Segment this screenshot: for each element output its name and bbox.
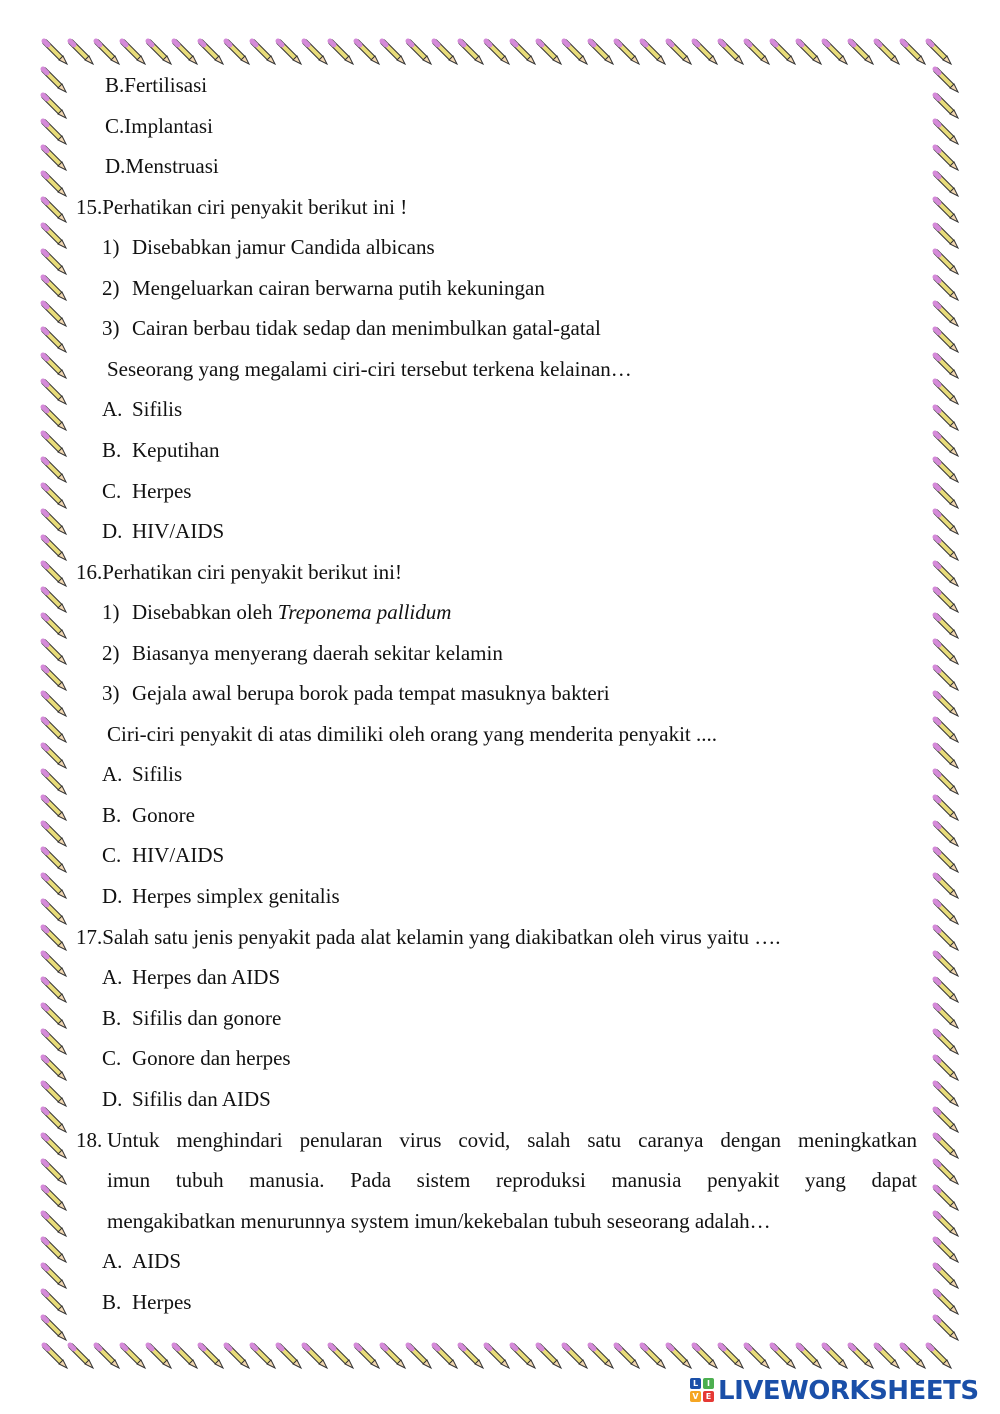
- q15-question: Seseorang yang megalami ciri-ciri tersebut terkena kelainan…: [107, 357, 632, 381]
- q16-option-d[interactable]: D. Herpes simplex genitalis: [102, 884, 340, 908]
- pencil-icon: [174, 1345, 197, 1368]
- pencil-icon: [668, 41, 691, 64]
- pencil-icon: [824, 41, 847, 64]
- pencil-icon: [43, 537, 66, 560]
- pencil-icon: [850, 1345, 873, 1368]
- pencil-icon: [43, 1031, 66, 1054]
- pencil-icon: [43, 1187, 66, 1210]
- pencil-icon: [43, 641, 66, 664]
- pencil-icon: [382, 41, 405, 64]
- pencil-icon: [564, 41, 587, 64]
- q16-question: Ciri-ciri penyakit di atas dimiliki oleh orang yang menderita penyakit ....: [107, 722, 718, 746]
- pencil-icon: [43, 433, 66, 456]
- logo-wordmark: LIVEWORKSHEETS: [718, 1376, 979, 1406]
- pencil-icon: [935, 667, 958, 690]
- pencil-icon: [935, 329, 958, 352]
- q16-point-2: 2) Biasanya menyerang daerah sekitar kelamin: [102, 641, 503, 665]
- pencil-icon: [876, 41, 899, 64]
- pencil-icon: [935, 1135, 958, 1158]
- q15-option-b[interactable]: B. Keputihan: [102, 438, 220, 462]
- pencil-icon: [746, 1345, 769, 1368]
- q18-stem-line-2: imun tubuh manusia. Pada sistem reproduksi manusia penyakit yang dapat: [107, 1168, 917, 1192]
- pencil-icon: [935, 121, 958, 144]
- pencil-icon: [43, 771, 66, 794]
- q15-option-a[interactable]: A. Sifilis: [102, 397, 183, 421]
- pencil-icon: [43, 849, 66, 872]
- q18-stem-line-1: Untuk menghindari penularan virus covid, salah satu caranya dengan meningkatkan: [107, 1128, 917, 1152]
- pencil-icon: [43, 95, 66, 118]
- pencil-icon: [850, 41, 873, 64]
- pencil-icon: [616, 41, 639, 64]
- pencil-icon: [43, 1265, 66, 1288]
- option-b-fertilisasi: B.Fertilisasi: [105, 73, 208, 97]
- q15-point-1: 1) Disebabkan jamur Candida albicans: [102, 235, 435, 259]
- pencil-icon: [935, 1265, 958, 1288]
- q16-option-b[interactable]: B. Gonore: [102, 803, 195, 827]
- pencil-icon: [935, 459, 958, 482]
- pencil-icon: [408, 1345, 431, 1368]
- pencil-icon: [486, 1345, 509, 1368]
- pencil-icon: [935, 693, 958, 716]
- question-15-stem: 15.Perhatikan ciri penyakit berikut ini !: [76, 195, 408, 219]
- logo-tile-v: V: [690, 1391, 701, 1402]
- pencil-icon: [43, 147, 66, 170]
- pencil-icon: [928, 41, 951, 64]
- pencil-icon: [43, 823, 66, 846]
- pencil-icon: [935, 979, 958, 1002]
- pencil-icon: [512, 1345, 535, 1368]
- pencil-icon: [122, 1345, 145, 1368]
- pencil-icon: [148, 41, 171, 64]
- pencil-icon: [434, 1345, 457, 1368]
- pencil-icon: [720, 1345, 743, 1368]
- pencil-icon: [148, 1345, 171, 1368]
- q15-point-3: 3) Cairan berbau tidak sedap dan menimbulkan gatal-gatal: [102, 316, 601, 340]
- pencil-icon: [434, 41, 457, 64]
- pencil-icon: [226, 41, 249, 64]
- pencil-icon: [70, 41, 93, 64]
- pencil-icon: [935, 1083, 958, 1106]
- pencil-icon: [304, 1345, 327, 1368]
- pencil-icon: [43, 1161, 66, 1184]
- pencil-icon: [935, 199, 958, 222]
- pencil-icon: [43, 953, 66, 976]
- q15-option-d[interactable]: D. HIV/AIDS: [102, 519, 225, 543]
- pencil-icon: [252, 41, 275, 64]
- pencil-icon: [538, 41, 561, 64]
- pencil-icon: [96, 1345, 119, 1368]
- logo-tile-i: I: [703, 1378, 714, 1389]
- pencil-icon: [200, 1345, 223, 1368]
- pencil-icon: [304, 41, 327, 64]
- pencil-icon: [928, 1345, 951, 1368]
- pencil-icon: [746, 41, 769, 64]
- pencil-icon: [935, 1291, 958, 1314]
- pencil-icon: [96, 41, 119, 64]
- pencil-icon: [935, 69, 958, 92]
- pencil-icon: [935, 1031, 958, 1054]
- pencil-icon: [43, 459, 66, 482]
- pencil-icon: [44, 1345, 67, 1368]
- pencil-icon: [935, 849, 958, 872]
- pencil-icon: [935, 797, 958, 820]
- pencil-icon: [824, 1345, 847, 1368]
- pencil-icon: [43, 1291, 66, 1314]
- pencil-icon: [935, 953, 958, 976]
- logo-tile-e: E: [703, 1391, 714, 1402]
- pencil-icon: [935, 355, 958, 378]
- q18-stem-line-3: mengakibatkan menurunnya system imun/kekebalan tubuh seseorang adalah…: [107, 1209, 771, 1233]
- pencil-icon: [935, 511, 958, 534]
- q17-option-a[interactable]: A. Herpes dan AIDS: [102, 965, 281, 989]
- q16-option-c[interactable]: C. HIV/AIDS: [102, 843, 225, 867]
- pencil-icon: [43, 485, 66, 508]
- pencil-icon: [935, 901, 958, 924]
- pencil-icon: [902, 1345, 925, 1368]
- pencil-icon: [43, 589, 66, 612]
- pencil-icon: [43, 1109, 66, 1132]
- pencil-icon: [486, 41, 509, 64]
- pencil-icon: [43, 121, 66, 144]
- pencil-icon: [226, 1345, 249, 1368]
- pencil-icon: [935, 381, 958, 404]
- pencil-icon: [43, 251, 66, 274]
- pencil-icon: [935, 485, 958, 508]
- q16-point-1: 1) Disebabkan oleh Treponema pallidum: [102, 600, 452, 624]
- pencil-icon: [935, 1057, 958, 1080]
- pencil-icon: [935, 1317, 958, 1340]
- pencil-icon: [772, 1345, 795, 1368]
- pencil-icon: [935, 615, 958, 638]
- pencil-icon: [564, 1345, 587, 1368]
- pencil-icon: [252, 1345, 275, 1368]
- pencil-icon: [43, 355, 66, 378]
- pencil-icon: [772, 41, 795, 64]
- pencil-icon: [43, 225, 66, 248]
- pencil-icon: [43, 199, 66, 222]
- pencil-icon: [935, 95, 958, 118]
- pencil-icon: [694, 1345, 717, 1368]
- pencil-icon: [512, 41, 535, 64]
- q17-option-b[interactable]: B. Sifilis dan gonore: [102, 1006, 282, 1030]
- pencil-icon: [43, 329, 66, 352]
- pencil-icon: [408, 41, 431, 64]
- pencil-icon: [330, 41, 353, 64]
- pencil-icon: [935, 225, 958, 248]
- pencil-icon: [935, 563, 958, 586]
- pencil-icon: [935, 927, 958, 950]
- pencil-icon: [935, 147, 958, 170]
- pencil-icon: [720, 41, 743, 64]
- pencil-icon: [935, 1109, 958, 1132]
- question-17-stem: 17.Salah satu jenis penyakit pada alat kelamin yang diakibatkan oleh virus yaitu ….: [76, 925, 781, 949]
- q16-option-a[interactable]: A. Sifilis: [102, 762, 183, 786]
- pencil-icon: [43, 69, 66, 92]
- pencil-icon: [43, 1317, 66, 1340]
- pencil-icon: [935, 433, 958, 456]
- pencil-icon: [642, 1345, 665, 1368]
- pencil-icon: [935, 1161, 958, 1184]
- question-16-stem: 16.Perhatikan ciri penyakit berikut ini!: [76, 560, 402, 584]
- pencil-icon: [935, 277, 958, 300]
- pencil-icon: [935, 251, 958, 274]
- pencil-icon: [876, 1345, 899, 1368]
- pencil-icon: [43, 745, 66, 768]
- pencil-icon: [43, 173, 66, 196]
- pencil-icon: [43, 927, 66, 950]
- pencil-icon: [460, 41, 483, 64]
- pencil-icon: [935, 589, 958, 612]
- pencil-icon: [43, 1083, 66, 1106]
- pencil-icon: [935, 823, 958, 846]
- pencil-icon: [935, 745, 958, 768]
- pencil-icon: [935, 875, 958, 898]
- pencil-icon: [174, 41, 197, 64]
- pencil-icon: [43, 719, 66, 742]
- pencil-icon: [44, 41, 67, 64]
- pencil-icon: [668, 1345, 691, 1368]
- pencil-icon: [616, 1345, 639, 1368]
- pencil-icon: [460, 1345, 483, 1368]
- q16-point-3: 3) Gejala awal berupa borok pada tempat masuknya bakteri: [102, 681, 610, 705]
- pencil-icon: [798, 1345, 821, 1368]
- logo-tile-l: L: [690, 1378, 701, 1389]
- pencil-icon: [330, 1345, 353, 1368]
- pencil-icon: [43, 615, 66, 638]
- pencil-icon: [798, 41, 821, 64]
- pencil-icon: [935, 407, 958, 430]
- pencil-icon: [43, 797, 66, 820]
- pencil-icon: [43, 1213, 66, 1236]
- pencil-icon: [590, 41, 613, 64]
- pencil-icon: [43, 667, 66, 690]
- pencil-icon: [902, 41, 925, 64]
- pencil-icon: [43, 563, 66, 586]
- pencil-icon: [43, 1005, 66, 1028]
- q17-option-d[interactable]: D. Sifilis dan AIDS: [102, 1087, 271, 1111]
- pencil-icon: [43, 277, 66, 300]
- pencil-icon: [43, 901, 66, 924]
- pencil-icon: [43, 1239, 66, 1262]
- q15-point-2: 2) Mengeluarkan cairan berwarna putih kekuningan: [102, 276, 545, 300]
- pencil-icon: [43, 1057, 66, 1080]
- question-18-number: 18.: [76, 1128, 103, 1152]
- pencil-icon: [935, 771, 958, 794]
- logo-grid-icon: [690, 1378, 714, 1402]
- option-d-menstruasi: D.Menstruasi: [105, 154, 219, 178]
- q17-option-c[interactable]: C. Gonore dan herpes: [102, 1046, 291, 1070]
- pencil-icon: [278, 1345, 301, 1368]
- pencil-icon: [935, 719, 958, 742]
- pencil-icon: [43, 303, 66, 326]
- pencil-icon: [122, 41, 145, 64]
- pencil-icon: [43, 407, 66, 430]
- pencil-icon: [43, 875, 66, 898]
- pencil-icon: [43, 1135, 66, 1158]
- pencil-icon: [694, 41, 717, 64]
- pencil-icon: [43, 693, 66, 716]
- pencil-icon: [935, 1187, 958, 1210]
- option-c-implantasi: C.Implantasi: [105, 114, 213, 138]
- q18-option-b[interactable]: B. Herpes: [102, 1290, 192, 1314]
- pencil-icon: [935, 1239, 958, 1262]
- pencil-icon: [356, 41, 379, 64]
- pencil-icon: [43, 979, 66, 1002]
- pencil-icon: [642, 41, 665, 64]
- q15-option-c[interactable]: C. Herpes: [102, 479, 192, 503]
- pencil-icon: [935, 537, 958, 560]
- pencil-icon: [935, 1005, 958, 1028]
- pencil-icon: [356, 1345, 379, 1368]
- pencil-icon: [935, 303, 958, 326]
- pencil-icon: [935, 1213, 958, 1236]
- pencil-icon: [382, 1345, 405, 1368]
- pencil-icon: [538, 1345, 561, 1368]
- liveworksheets-logo[interactable]: [690, 1376, 990, 1406]
- q18-option-a[interactable]: A. AIDS: [102, 1249, 182, 1273]
- pencil-icon: [590, 1345, 613, 1368]
- pencil-icon: [200, 41, 223, 64]
- pencil-icon: [278, 41, 301, 64]
- pencil-icon: [935, 173, 958, 196]
- pencil-icon: [70, 1345, 93, 1368]
- pencil-icon: [935, 641, 958, 664]
- pencil-icon: [43, 381, 66, 404]
- pencil-icon: [43, 511, 66, 534]
